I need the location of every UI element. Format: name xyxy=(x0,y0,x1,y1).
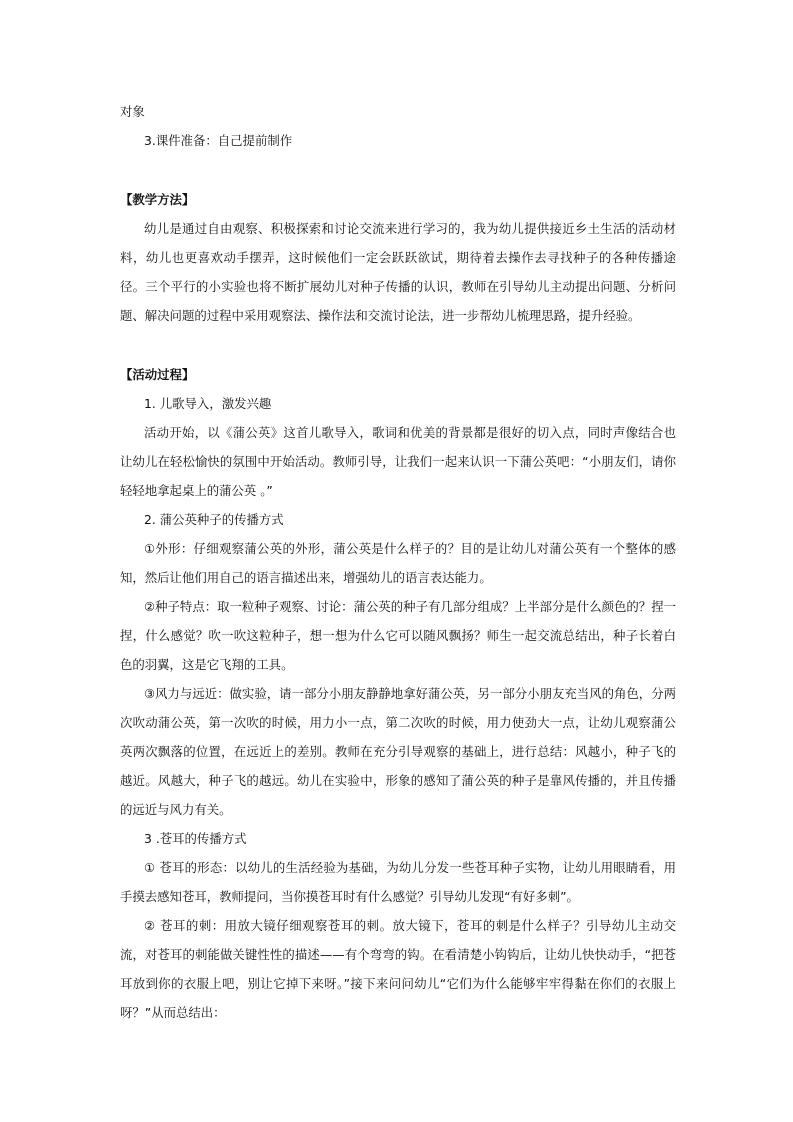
paragraph-cocklebur-shape: ① 苍耳的形态：以幼儿的生活经验为基础，为幼儿分发一些苍耳种子实物，让幼儿用眼睛看，用手摸去感知苍耳，教师提问，当你摸苍耳时有什么感觉？引导幼儿发现“有好多刺”。 xyxy=(120,860,676,904)
paragraph-cocklebur-thorns: ② 苍耳的刺：用放大镜仔细观察苍耳的刺。放大镜下，苍耳的刺是什么样子？引导幼儿主动交流，对苍耳的刺能做关键性性的描述——有个弯弯的钩。在看清楚小钩钩后，让幼儿快快动手，“把苍耳放到你的衣服上吧，别让它掉下来呀。”接下来问问幼儿“它们为什么能够牢牢得黏在你们的衣服上呀？”从而总结出： xyxy=(120,918,676,1020)
paragraph-wind-and-distance: ③风力与远近：做实验，请一部分小朋友静静地拿好蒲公英，另一部分小朋友充当风的角色，分两次吹动蒲公英，第一次吹的时候，用力小一点，第二次吹的时候，用力使劲大一点，让幼儿观察蒲公英两次飘落的位置，在远近上的差别。教师在充分引导观察的基础上，进行总结：风越小，种子飞的越近。风越大，种子飞的越远。幼儿在实验中，形象的感知了蒲公英的种子是靠风传播的，并且传播的远近与风力有关。 xyxy=(120,686,676,817)
paragraph-dandelion-appearance: ①外形：仔细观察蒲公英的外形，蒲公英是什么样子的？目的是让幼儿对蒲公英有一个整体的感知，然后让他们用自己的语言描述出来，增强幼儿的语言表达能力。 xyxy=(120,541,676,585)
subheading-cocklebur-dispersal: 3 .苍耳的传播方式 xyxy=(144,831,247,846)
section-heading-activity-process: 【活动过程】 xyxy=(120,367,195,382)
paragraph-nursery-rhyme-intro: 活动开始，以《蒲公英》这首儿歌导入，歌词和优美的背景都是很好的切入点，同时声像结合也让幼儿在轻松愉快的氛围中开始活动。教师引导，让我们一起来认识一下蒲公英吧：“小朋友们，请你轻轻地拿起桌上的蒲公英 。” xyxy=(120,425,676,498)
document-body xyxy=(120,97,676,1027)
paragraph-teaching-method: 幼儿是通过自由观察、积极探索和讨论交流来进行学习的，我为幼儿提供接近乡土生活的活动材料，幼儿也更喜欢动手摆弄，这时候他们一定会跃跃欲试，期待着去操作去寻找种子的各种传播途径。三个平行的小实验也将不断扩展幼儿对种子传播的认识，教师在引导幼儿主动提出问题、分析问题、解决问题的过程中采用观察法、操作法和交流讨论法，进一步帮幼儿梳理思路，提升经验。 xyxy=(120,221,676,323)
subheading-dandelion-dispersal: 2. 蒲公英种子的传播方式 xyxy=(144,512,284,527)
paragraph-dandelion-seed-features: ②种子特点：取一粒种子观察、讨论：蒲公英的种子有几部分组成？上半部分是什么颜色的？捏一捏，什么感觉？吹一吹这粒种子，想一想为什么它可以随风飘扬？师生一起交流总结出，种子长着白色的羽翼，这是它飞翔的工具。 xyxy=(120,599,676,672)
subheading-nursery-rhyme-intro: 1. 儿歌导入，激发兴趣 xyxy=(144,396,272,411)
section-heading-teaching-method: 【教学方法】 xyxy=(120,192,195,207)
paragraph-courseware-prep: 3.课件准备：自己提前制作 xyxy=(144,133,293,148)
paragraph-object-fragment: 对象 xyxy=(120,104,145,119)
